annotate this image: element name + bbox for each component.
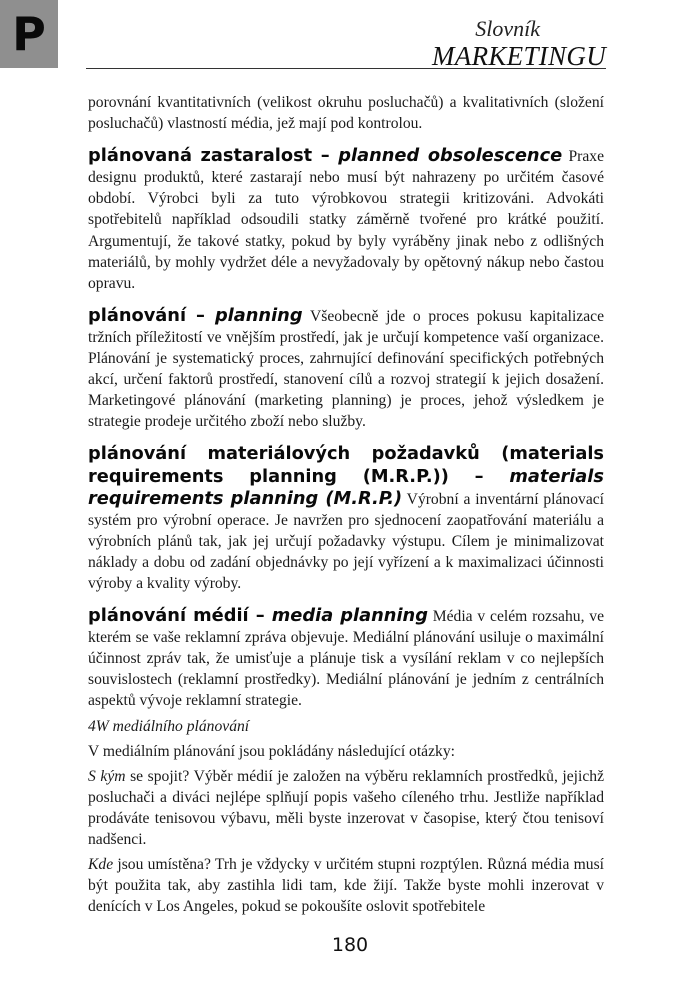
section-letter: P: [12, 7, 46, 61]
entry-definition: Všeobecně jde o proces pokusu kapitalizace tržních příležitostí ve vnějším prostředí, jak je určují kompetence vaší organizace. Plánování je systematický proces, zahrnující definování specifických potřebných akcí, určení faktorů prostředí, stanovení cílů a rozvoj strategií k jejich dosažení. Marketingové plánování (marketing planning) je proces, jehož výsledkem je strategie prodeje určitého zboží nebo služby.: [88, 307, 604, 431]
subsection-lead: V mediálním plánování jsou pokládány následující otázky:: [88, 742, 455, 760]
entry-headword: [88, 305, 303, 326]
entry-media-planning: [88, 605, 604, 711]
question-keyword: S kým: [88, 767, 126, 785]
entry-headword: [88, 605, 428, 626]
running-header: [432, 18, 606, 70]
entry-term: plánovaná zastaralost –: [88, 145, 339, 167]
entry-definition: Výrobní a inventární plánovací systém pro výrobní operace. Je navržen pro sjednocení zaopatřování materiálu a výrobních plánů tak, jak jej určují požadavky výstupu. Cílem je minimalizovat náklady a dobu od zadání objednávky po její vyřízení a k maximalizaci účinnosti výroby a kvality výroby.: [88, 490, 605, 592]
entry-term-en: planned obsolescence: [338, 145, 563, 167]
subsection-title: 4W mediálního plánování: [88, 717, 250, 735]
entry-term-en: materials requirements planning (M.R.P.): [88, 465, 604, 509]
entry-term: plánování materiálových požadavků (materials requirements planning (M.R.P.)) –: [88, 443, 604, 487]
header-rule: [86, 68, 606, 69]
question-paragraph-where: [88, 854, 604, 917]
page-body: [88, 92, 604, 917]
page-number: 180: [331, 934, 369, 956]
entry-term-en: media planning: [271, 605, 428, 627]
entry-definition: Praxe designu produktů, které zastarají nebo musí být nahrazeny po určitém časové období. Výrobci byli za tuto výrobkovou strategii kritizováni. Advokáti spotřebitelů například odsoudili statky záměrně tvořené pro krátké použití. Argumentují, že takové statky, pokud by byly vyráběny jinak nebo z odlišných materiálů, by mohly vydržet déle a nevyžadovaly by opětovný nákup nebo častou opravu.: [88, 148, 605, 292]
entry-term: plánování –: [88, 304, 215, 326]
question-paragraph-who: [88, 766, 604, 850]
header-title-line2: MARKETINGU: [432, 41, 606, 71]
question-text: jsou umístěna? Trh je vždycky v určitém stupni rozptýlen. Různá média musí být použita tak, aby zastihla lidi tam, kde žijí. Takže byste mohli inzerovat v denících v Los Angeles, pokud se pokoušíte oslovit spotřebitele: [88, 856, 604, 916]
entry-planned-obsolescence: [88, 145, 604, 294]
entry-headword: [88, 145, 562, 166]
section-letter-tab: [0, 0, 58, 68]
entry-definition: Média v celém rozsahu, ve kterém se vaše reklamní zpráva objevuje. Mediální plánování usiluje o maximální účinnost zpráv tak, že umisťuje a plánuje tisk a vysílání reklam v co nejlepších souvislostech (reklamní prostředky). Mediální plánování je jedním z centrálních aspektů vývoje reklamní strategie.: [88, 608, 605, 710]
intro-paragraph: porovnání kvantitativních (velikost okruhu posluchačů) a kvalitativních (složení posluchačů) vlastností média, jež mají pod kontrolou.: [88, 94, 604, 133]
entry-term-en: planning: [214, 304, 303, 326]
entry-term: plánování médií –: [88, 605, 272, 627]
entry-materials-requirements-planning: [88, 443, 604, 594]
question-text: se spojit? Výběr médií je založen na výběru reklamních prostředků, jejichž posluchači a diváci nejlépe splňují popis vašeho cíleného trhu. Jestliže například prodáváte tenisovou výbavu, měli byste inzerovat v časopise, který čtou tenisoví nadšenci.: [88, 767, 604, 848]
header-title-line1: Slovník: [475, 16, 540, 41]
question-keyword: Kde: [88, 856, 114, 874]
entry-planning: [88, 305, 604, 433]
